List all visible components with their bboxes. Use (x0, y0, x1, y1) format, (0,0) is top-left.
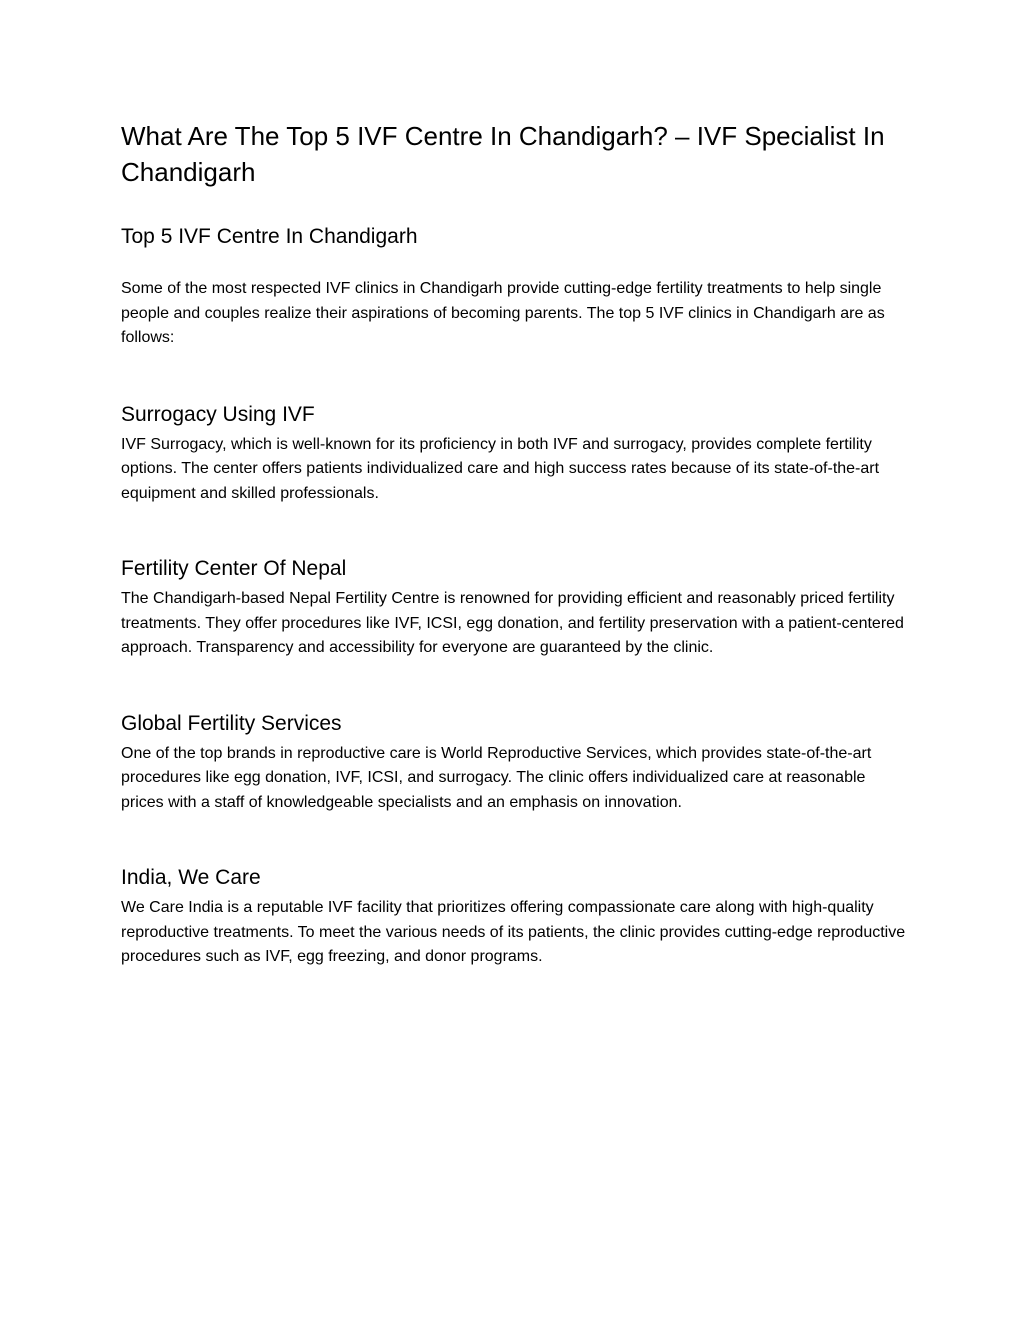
section-heading: India, We Care (121, 866, 261, 889)
section-heading: Fertility Center Of Nepal (121, 557, 347, 580)
section-body: We Care India is a reputable IVF facility that prioritizes offering compassionate care along with high-quality reproductive treatments. To meet the various needs of its patients, the clinic provides cutting-edge reproductive procedures such as IVF, egg freezing, and donor programs. (121, 899, 906, 965)
section-global-fertility-services (121, 711, 911, 816)
page-title: What Are The Top 5 IVF Centre In Chandigarh? – IVF Specialist In Chandigarh (121, 121, 885, 187)
section-body: The Chandigarh-based Nepal Fertility Centre is renowned for providing efficient and reasonably priced fertility treatments. They offer procedures like IVF, ICSI, egg donation, and fertility preservation with a patient-centered approach. Transparency and accessibility for everyone are guaranteed by the clinic. (121, 590, 904, 656)
section-india-we-care (121, 865, 911, 970)
section-body: One of the top brands in reproductive care is World Reproductive Services, which provides state-of-the-art procedures like egg donation, IVF, ICSI, and surrogacy. The clinic offers individualized care at reasonable prices with a staff of knowledgeable specialists and an emphasis on innovation. (121, 744, 872, 811)
section-heading: Global Fertility Services (121, 711, 342, 735)
section-fertility-center-of-nepal (121, 556, 911, 661)
document-content (121, 118, 911, 1020)
intro-paragraph: Some of the most respected IVF clinics in Chandigarh provide cutting-edge fertility treatments to help single people and couples realize their aspirations of becoming parents. The top 5 IVF clinics in Chandigarh are as follows: (121, 280, 885, 346)
section-body: IVF Surrogacy, which is well-known for its proficiency in both IVF and surrogacy, provides complete fertility options. The center offers patients individualized care and high success rates because of its state-of-the-art equipment and skilled professionals. (121, 435, 880, 502)
section-heading: Surrogacy Using IVF (121, 402, 315, 426)
subtitle: Top 5 IVF Centre In Chandigarh (121, 225, 418, 248)
section-surrogacy-using-ivf (121, 402, 911, 507)
